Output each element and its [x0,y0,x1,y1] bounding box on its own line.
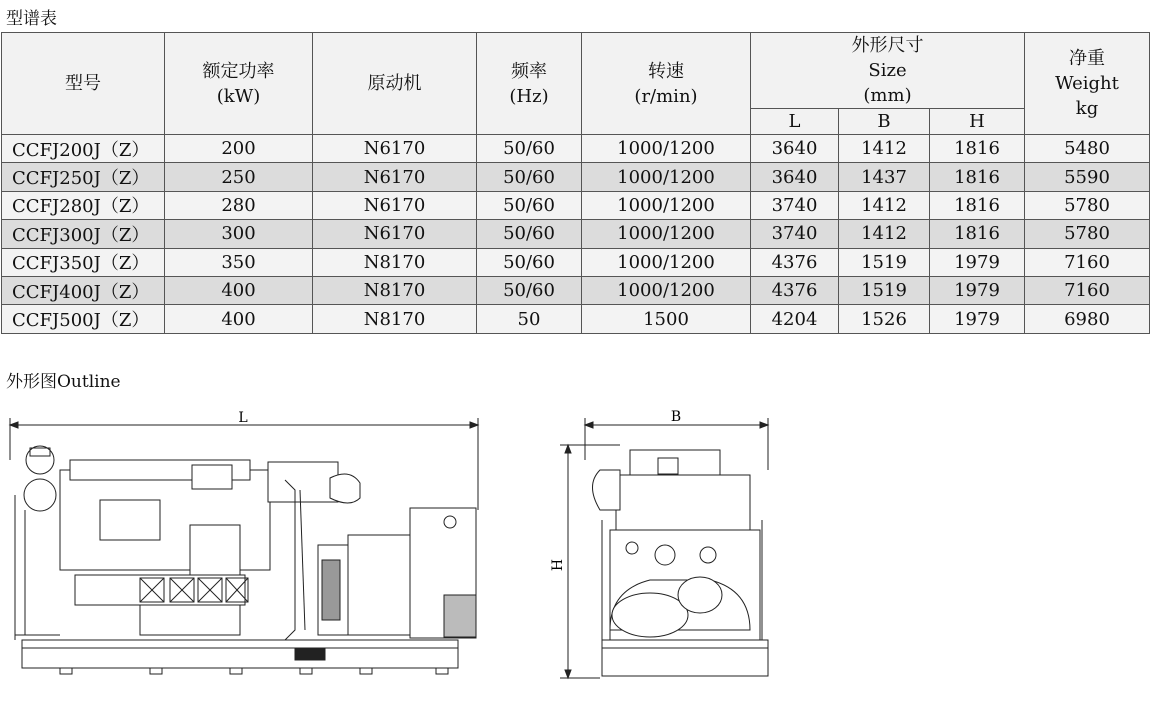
header-engine: 原动机 [313,33,477,135]
cell-weight: 5590 [1025,163,1150,191]
cell-freq: 50/60 [477,248,582,276]
dimension-b-label: B [670,409,682,425]
header-speed: 转速 (r/min) [582,33,751,135]
cell-power: 300 [165,220,313,248]
cell-h: 1979 [930,276,1025,304]
cell-speed: 1000/1200 [582,191,751,219]
cell-model: CCFJ350J（Z） [2,248,165,276]
cell-engine: N6170 [313,220,477,248]
spec-table-title: 型谱表 [6,9,57,29]
cell-engine: N8170 [313,276,477,304]
cell-h: 1816 [930,191,1025,219]
dimension-l-label: L [238,410,248,426]
cell-engine: N6170 [313,135,477,163]
header-power: 额定功率 (kW) [165,33,313,135]
cell-l: 3740 [751,191,839,219]
header-weight: 净重 Weight kg [1025,33,1150,135]
cell-model: CCFJ300J（Z） [2,220,165,248]
cell-l: 3640 [751,163,839,191]
cell-freq: 50/60 [477,135,582,163]
header-size-h: H [930,109,1025,135]
cell-freq: 50/60 [477,163,582,191]
cell-h: 1816 [930,135,1025,163]
cell-model: CCFJ500J（Z） [2,305,165,333]
cell-b: 1519 [839,276,930,304]
cell-engine: N6170 [313,163,477,191]
cell-engine: N8170 [313,305,477,333]
outline-title: 外形图Outline [6,372,121,392]
cell-l: 4204 [751,305,839,333]
table-row [2,191,1150,219]
header-model: 型号 [2,33,165,135]
cell-l: 3740 [751,220,839,248]
header-size-l: L [751,109,839,135]
cell-speed: 1000/1200 [582,248,751,276]
cell-speed: 1500 [582,305,751,333]
cell-model: CCFJ200J（Z） [2,135,165,163]
cell-model: CCFJ280J（Z） [2,191,165,219]
cell-weight: 7160 [1025,276,1150,304]
cell-speed: 1000/1200 [582,135,751,163]
dimension-h-label: H [550,558,566,572]
cell-speed: 1000/1200 [582,220,751,248]
cell-power: 400 [165,305,313,333]
cell-power: 350 [165,248,313,276]
cell-freq: 50/60 [477,276,582,304]
cell-power: 200 [165,135,313,163]
cell-l: 4376 [751,248,839,276]
header-frequency: 频率 (Hz) [477,33,582,135]
cell-speed: 1000/1200 [582,276,751,304]
cell-l: 3640 [751,135,839,163]
cell-power: 280 [165,191,313,219]
header-size: 外形尺寸 Size (mm) [751,33,1025,109]
cell-weight: 5480 [1025,135,1150,163]
cell-freq: 50 [477,305,582,333]
table-row [2,276,1150,304]
table-row [2,163,1150,191]
cell-h: 1979 [930,248,1025,276]
cell-speed: 1000/1200 [582,163,751,191]
cell-weight: 6980 [1025,305,1150,333]
cell-weight: 7160 [1025,248,1150,276]
side-view-drawing [0,400,490,690]
cell-h: 1816 [930,220,1025,248]
header-size-b: B [839,109,930,135]
cell-b: 1412 [839,220,930,248]
table-row [2,135,1150,163]
cell-b: 1526 [839,305,930,333]
cell-h: 1979 [930,305,1025,333]
cell-freq: 50/60 [477,220,582,248]
cell-model: CCFJ250J（Z） [2,163,165,191]
cell-weight: 5780 [1025,220,1150,248]
spec-table [1,32,1150,334]
cell-l: 4376 [751,276,839,304]
cell-engine: N8170 [313,248,477,276]
cell-b: 1519 [839,248,930,276]
table-row [2,220,1150,248]
cell-b: 1412 [839,135,930,163]
cell-h: 1816 [930,163,1025,191]
table-row [2,305,1150,333]
cell-b: 1412 [839,191,930,219]
table-row [2,248,1150,276]
cell-power: 250 [165,163,313,191]
cell-b: 1437 [839,163,930,191]
front-view-drawing [540,400,780,690]
cell-engine: N6170 [313,191,477,219]
cell-model: CCFJ400J（Z） [2,276,165,304]
cell-weight: 5780 [1025,191,1150,219]
cell-power: 400 [165,276,313,304]
cell-freq: 50/60 [477,191,582,219]
